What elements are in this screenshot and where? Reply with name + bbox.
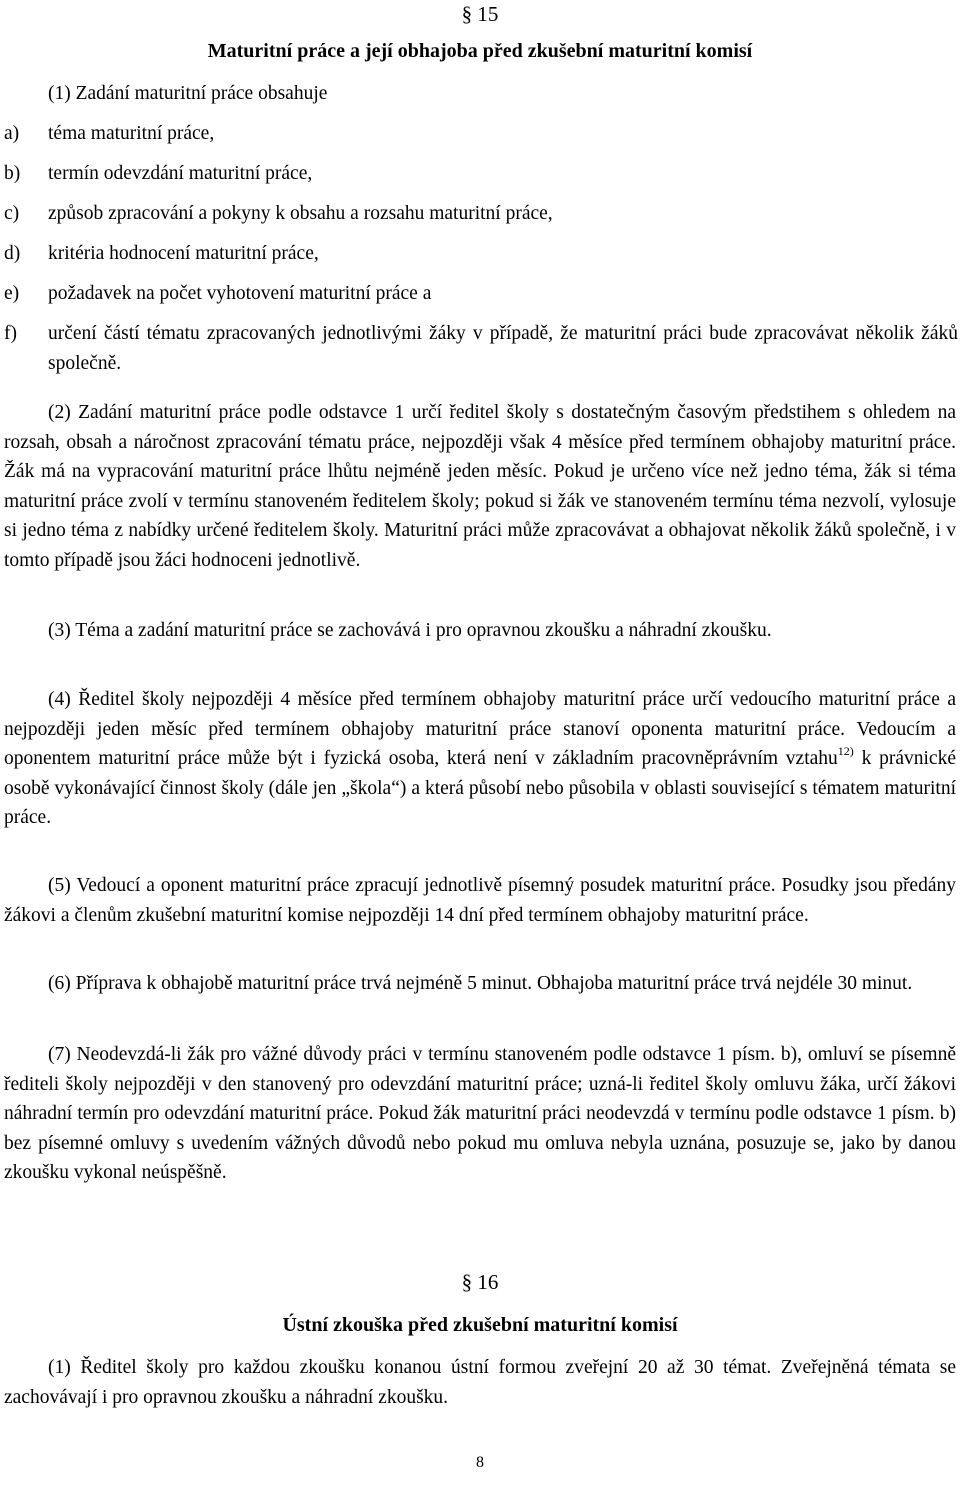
footnote-reference: 12) — [837, 744, 854, 759]
paragraph-5: (5) Vedoucí a oponent maturitní práce zpracují jednotlivě písemný posudek maturitní práce. Posudky jsou předány žákovi a členům zkušební maturitní komise nejpozději 14 dní před termínem obhajoby maturitní práce. — [4, 875, 956, 926]
list-item — [4, 119, 958, 149]
list-item-marker: e) — [4, 282, 20, 304]
list-item-marker: b) — [4, 162, 21, 184]
requirements-list — [4, 119, 958, 378]
list-item — [4, 199, 958, 229]
section-16-title: Ústní zkouška před zkušební maturitní komisí — [282, 1314, 678, 1336]
list-item-text: požadavek na počet vyhotovení maturitní práce a — [48, 282, 432, 304]
paragraph-3: (3) Téma a zadání maturitní práce se zachovává i pro opravnou zkoušku a náhradní zkoušku. — [48, 620, 772, 641]
paragraph-4-text-end: k právnické osobě vykonávající činnost školy (dále jen „škola“) a která působí nebo působila v oblasti související s tématem maturitní práce. — [4, 748, 956, 829]
list-item-marker: c) — [4, 202, 20, 224]
section-15-number: § 15 — [461, 2, 499, 26]
list-item — [4, 239, 958, 269]
section-15-title: Maturitní práce a její obhajoba před zkušební maturitní komisí — [207, 40, 753, 62]
list-item — [4, 319, 958, 378]
page-number: 8 — [476, 1454, 484, 1471]
list-item-text: určení částí tématu zpracovaných jednotlivými žáky v případě, že maturitní práci bude zpracovávat několik žáků společně. — [48, 322, 958, 374]
list-item-text: termín odevzdání maturitní práce, — [48, 162, 313, 184]
paragraph-6: (6) Příprava k obhajobě maturitní práce trvá nejméně 5 minut. Obhajoba maturitní práce trvá nejdéle 30 minut. — [48, 973, 913, 994]
section-16-number: § 16 — [461, 1270, 499, 1294]
list-item-text: téma maturitní práce, — [48, 123, 215, 144]
list-item — [4, 279, 958, 309]
list-item-text: způsob zpracování a pokyny k obsahu a rozsahu maturitní práce, — [48, 202, 553, 224]
paragraph-7: (7) Neodevzdá-li žák pro vážné důvody práci v termínu stanoveném podle odstavce 1 písm. b), omluví se písemně řediteli školy nejpozději v den stanovený pro odevzdání maturitní práce; uzná-li ředitel školy omluvu žáka, určí žákovi náhradní termín pro odevzdání maturitní práce. Pokud žák maturitní práci neodevzdá v termínu podle odstavce 1 písm. b) bez písemné omluvy s uvedením vážných důvodů nebo pokud mu omluva nebyla uznána, posuzuje se, jako by danou zkoušku vykonal neúspěšně. — [4, 1044, 956, 1184]
list-item — [4, 159, 958, 189]
paragraph-4-text-start: (4) Ředitel školy nejpozději 4 měsíce před termínem obhajoby maturitní práce určí vedoucího maturitní práce a nejpozději jeden měsíc před termínem obhajoby maturitní práce stanoví oponenta maturitní práce. Vedoucím a oponentem maturitní práce může být i fyzická osoba, která není v základním pracovněprávním vztahu — [4, 689, 956, 770]
list-item-text: kritéria hodnocení maturitní práce, — [48, 242, 319, 264]
section-16-paragraph-1: (1) Ředitel školy pro každou zkoušku konanou ústní formou zveřejní 20 až 30 témat. Zveřejněná témata se zachovávají i pro opravnou zkoušku a náhradní zkoušku. — [4, 1357, 956, 1408]
list-item-marker: a) — [4, 123, 20, 144]
paragraph-4 — [4, 685, 956, 833]
section-15-intro: (1) Zadání maturitní práce obsahuje — [48, 83, 328, 104]
list-item-marker: f) — [4, 322, 17, 344]
list-item-marker: d) — [4, 242, 21, 264]
paragraph-2: (2) Zadání maturitní práce podle odstavce 1 určí ředitel školy s dostatečným časovým předstihem s ohledem na rozsah, obsah a náročnost zpracování tématu práce, nejpozději však 4 měsíce před termínem obhajoby maturitní práce. Žák má na vypracování maturitní práce lhůtu nejméně jeden měsíc. Pokud je určeno více než jedno téma, žák si téma maturitní práce zvolí v termínu stanoveném ředitelem školy; pokud si žák ve stanoveném termínu téma nezvolí, vylosuje si jedno téma z nabídky určené ředitelem školy. Maturitní práci může zpracovávat a obhajovat několik žáků společně, i v tomto případě jsou žáci hodnoceni jednotlivě. — [4, 402, 956, 571]
